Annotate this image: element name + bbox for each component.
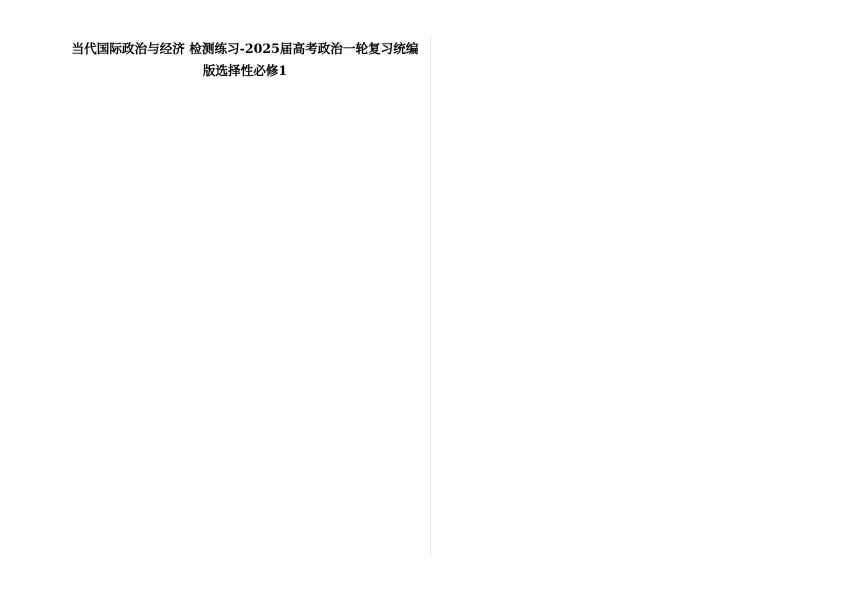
document-title: 当代国际政治与经济 检测练习-2025届高考政治一轮复习统编版选择性必修1 [71,41,419,78]
column-divider [430,36,431,556]
left-column [60,38,430,96]
